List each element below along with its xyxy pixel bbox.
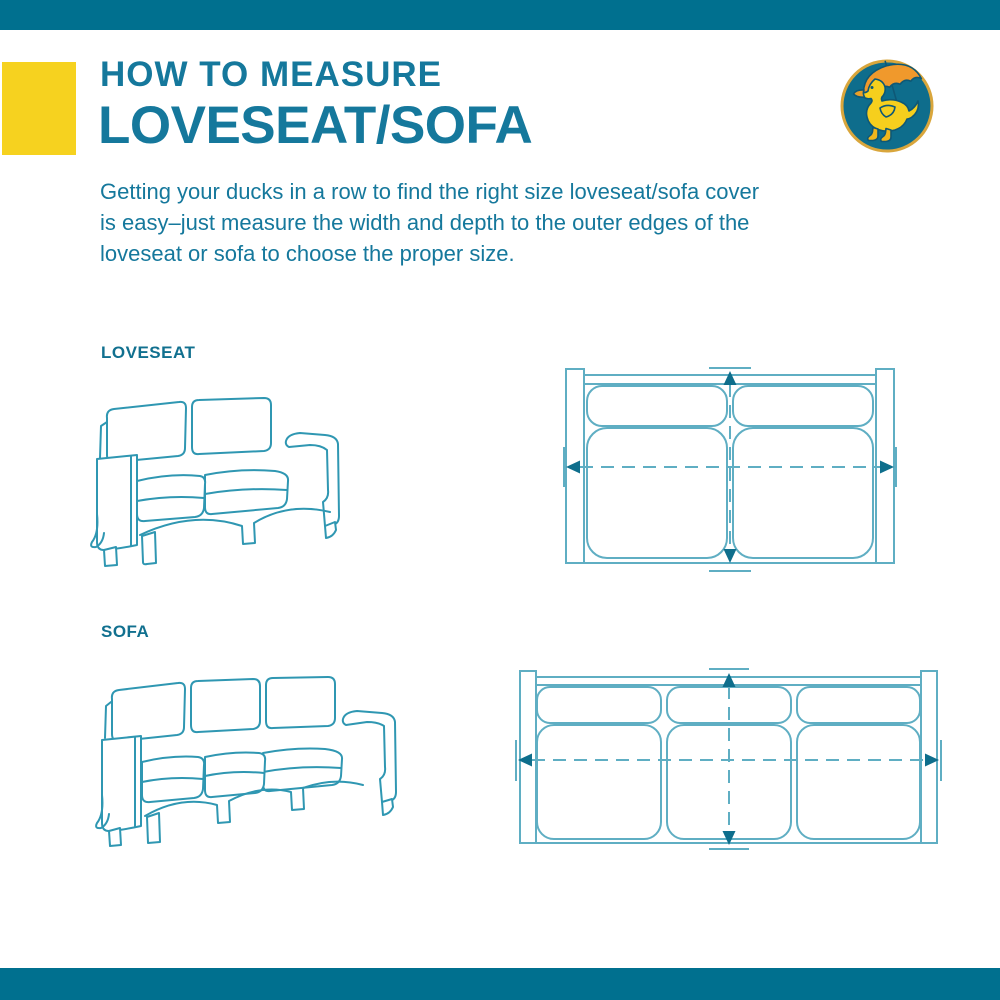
loveseat-seat-cushions xyxy=(137,470,288,521)
loveseat-line-drawing xyxy=(90,396,345,571)
loveseat-back-cushions xyxy=(107,398,271,462)
loveseat-top-down-diagram xyxy=(550,340,910,585)
intro-paragraph xyxy=(100,176,880,269)
sofa-back-cushions xyxy=(112,677,335,741)
page-title: LOVESEAT/SOFA xyxy=(98,96,533,155)
yellow-accent-square xyxy=(2,62,76,155)
kicker-heading: HOW TO MEASURE xyxy=(100,55,442,94)
sofa-right-arm xyxy=(343,711,396,815)
bottom-border-bar xyxy=(0,968,1000,1000)
sofa-top-down-diagram xyxy=(500,640,955,865)
loveseat-back-frame-edge xyxy=(100,422,107,458)
loveseat-section-label: LOVESEAT xyxy=(101,343,196,362)
duck-eye xyxy=(871,86,874,89)
intro-line-3: loveseat or sofa to choose the proper size. xyxy=(100,241,515,266)
sofa-line-drawing xyxy=(95,676,405,848)
loveseat-right-arm xyxy=(286,433,339,538)
loveseat-left-arm xyxy=(91,455,137,566)
intro-line-2: is easy–just measure the width and depth to the outer edges of the xyxy=(100,210,750,235)
intro-line-1: Getting your ducks in a row to find the right size loveseat/sofa cover xyxy=(100,179,760,204)
sofa-left-arm xyxy=(96,736,141,846)
sofa-section-label: SOFA xyxy=(101,622,150,641)
top-border-bar xyxy=(0,0,1000,30)
sofa-back-frame-edge xyxy=(105,702,111,738)
duck-beak xyxy=(854,90,865,97)
duck-with-umbrella-icon xyxy=(838,57,936,155)
